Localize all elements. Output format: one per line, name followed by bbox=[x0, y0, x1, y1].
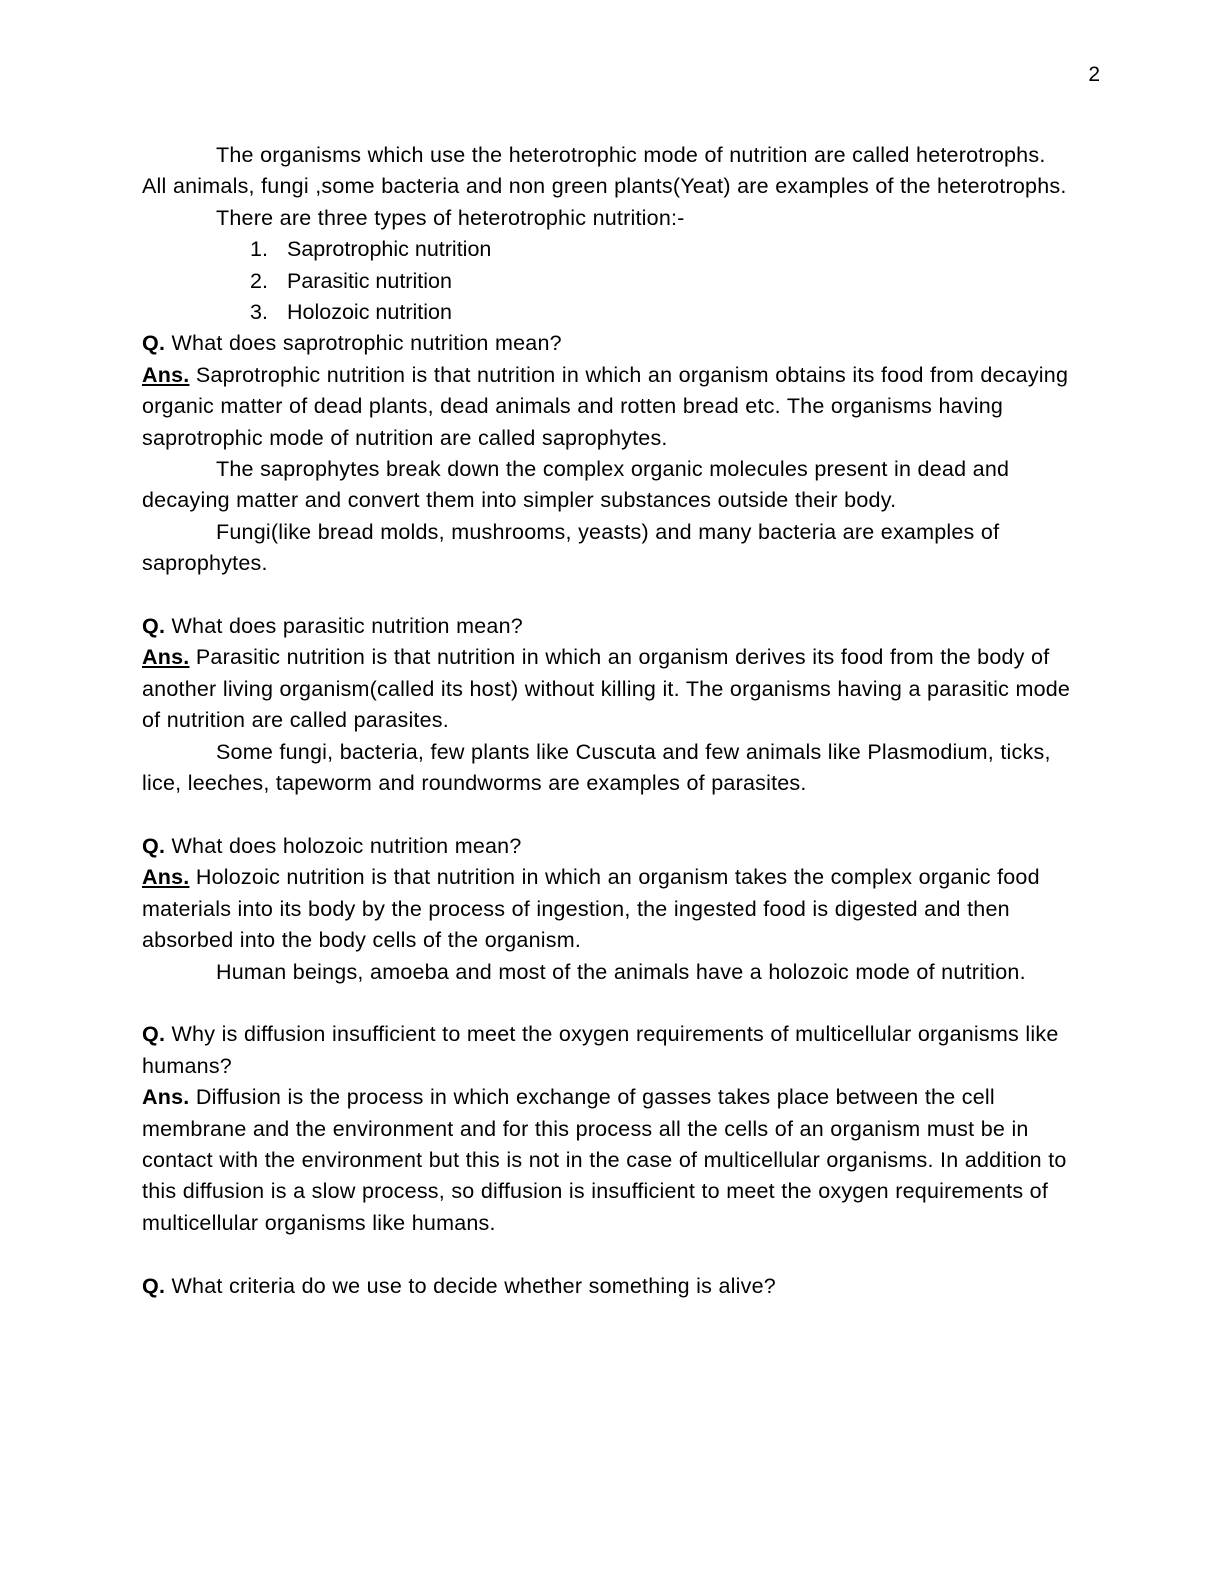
holozoic-examples bbox=[142, 957, 1074, 988]
answer-label: Ans. bbox=[142, 645, 190, 670]
question-text: Why is diffusion insufficient to meet the oxygen requirements of multicellular organisms like humans? bbox=[142, 1022, 1059, 1078]
saprophytes-breakdown bbox=[142, 454, 1074, 517]
types-lead-in bbox=[142, 203, 1074, 234]
types-list bbox=[142, 234, 1074, 328]
ans-parasitic bbox=[142, 642, 1074, 736]
answer-label: Ans. bbox=[142, 865, 190, 890]
parasites-examples bbox=[142, 737, 1074, 800]
answer-label: Ans. bbox=[142, 1085, 190, 1110]
q-holozoic bbox=[142, 831, 1074, 862]
ans-holozoic bbox=[142, 862, 1074, 956]
page-number: 2 bbox=[1088, 63, 1100, 86]
list-item-marker: 2. bbox=[250, 268, 268, 293]
question-text: What does parasitic nutrition mean? bbox=[165, 614, 523, 639]
list-item-marker: 3. bbox=[250, 300, 268, 325]
answer-text: Diffusion is the process in which exchange of gasses takes place between the cell membrane and the environment and for this process all the cells of an organism must be in contact with the environment but this is not in the case of multicellular organisms. In addition to this diffusion is a slow process, so diffusion is insufficient to meet the oxygen requirements of multicellular organisms like humans. bbox=[142, 1085, 1067, 1235]
question-label: Q. bbox=[142, 1273, 166, 1298]
q-alive-criteria bbox=[142, 1271, 1074, 1302]
paragraph-text: Human beings, amoeba and most of the animals have a holozoic mode of nutrition. bbox=[216, 959, 1026, 984]
question-label: Q. bbox=[142, 1022, 166, 1047]
list-item bbox=[142, 234, 1074, 265]
list-item-label: Holozoic nutrition bbox=[287, 300, 452, 325]
list-item-label: Saprotrophic nutrition bbox=[287, 237, 492, 262]
saprophytes-examples bbox=[142, 517, 1074, 580]
answer-label: Ans. bbox=[142, 362, 190, 387]
list-item bbox=[142, 266, 1074, 297]
paragraph-text: Some fungi, bacteria, few plants like Cuscuta and few animals like Plasmodium, ticks, lice, leeches, tapeworm and roundworms are examples of parasites. bbox=[142, 739, 1051, 796]
intro-paragraph bbox=[142, 140, 1074, 203]
question-label: Q. bbox=[142, 833, 166, 858]
paragraph-text: The organisms which use the heterotrophic mode of nutrition are called heterotrophs. All animals, fungi ,some bacteria and non green plants(Yeat) are examples of the heterotrophs. bbox=[142, 143, 1067, 199]
ans-diffusion bbox=[142, 1082, 1074, 1239]
list-item bbox=[142, 297, 1074, 328]
answer-text: Parasitic nutrition is that nutrition in which an organism derives its food from the body of another living organism(called its host) without killing it. The organisms having a parasitic mode of nutrition are called parasites. bbox=[142, 645, 1071, 733]
ans-saprotrophic bbox=[142, 360, 1074, 454]
paragraph-text: Fungi(like bread molds, mushrooms, yeasts) and many bacteria are examples of saprophytes. bbox=[142, 519, 1000, 576]
question-text: What does saprotrophic nutrition mean? bbox=[165, 331, 562, 356]
list-item-label: Parasitic nutrition bbox=[287, 268, 452, 293]
q-saprotrophic bbox=[142, 328, 1074, 359]
answer-text: Saprotrophic nutrition is that nutrition in which an organism obtains its food from decaying organic matter of dead plants, dead animals and rotten bread etc. The organisms having saprotrophic mode of nutrition are called saprophytes. bbox=[142, 362, 1069, 450]
question-text: What criteria do we use to decide whether something is alive? bbox=[165, 1273, 776, 1298]
question-label: Q. bbox=[142, 331, 166, 356]
paragraph-text: There are three types of heterotrophic nutrition:- bbox=[216, 205, 685, 230]
document-body bbox=[142, 140, 1074, 1302]
q-parasitic bbox=[142, 611, 1074, 642]
list-item-marker: 1. bbox=[250, 237, 268, 262]
question-text: What does holozoic nutrition mean? bbox=[165, 833, 522, 858]
answer-text: Holozoic nutrition is that nutrition in which an organism takes the complex organic food materials into its body by the process of ingestion, the ingested food is digested and then absorbed into the body cells of the organism. bbox=[142, 865, 1040, 953]
paragraph-text: The saprophytes break down the complex organic molecules present in dead and decaying matter and convert them into simpler substances outside their body. bbox=[142, 457, 1010, 513]
q-diffusion bbox=[142, 1019, 1074, 1082]
question-label: Q. bbox=[142, 614, 166, 639]
